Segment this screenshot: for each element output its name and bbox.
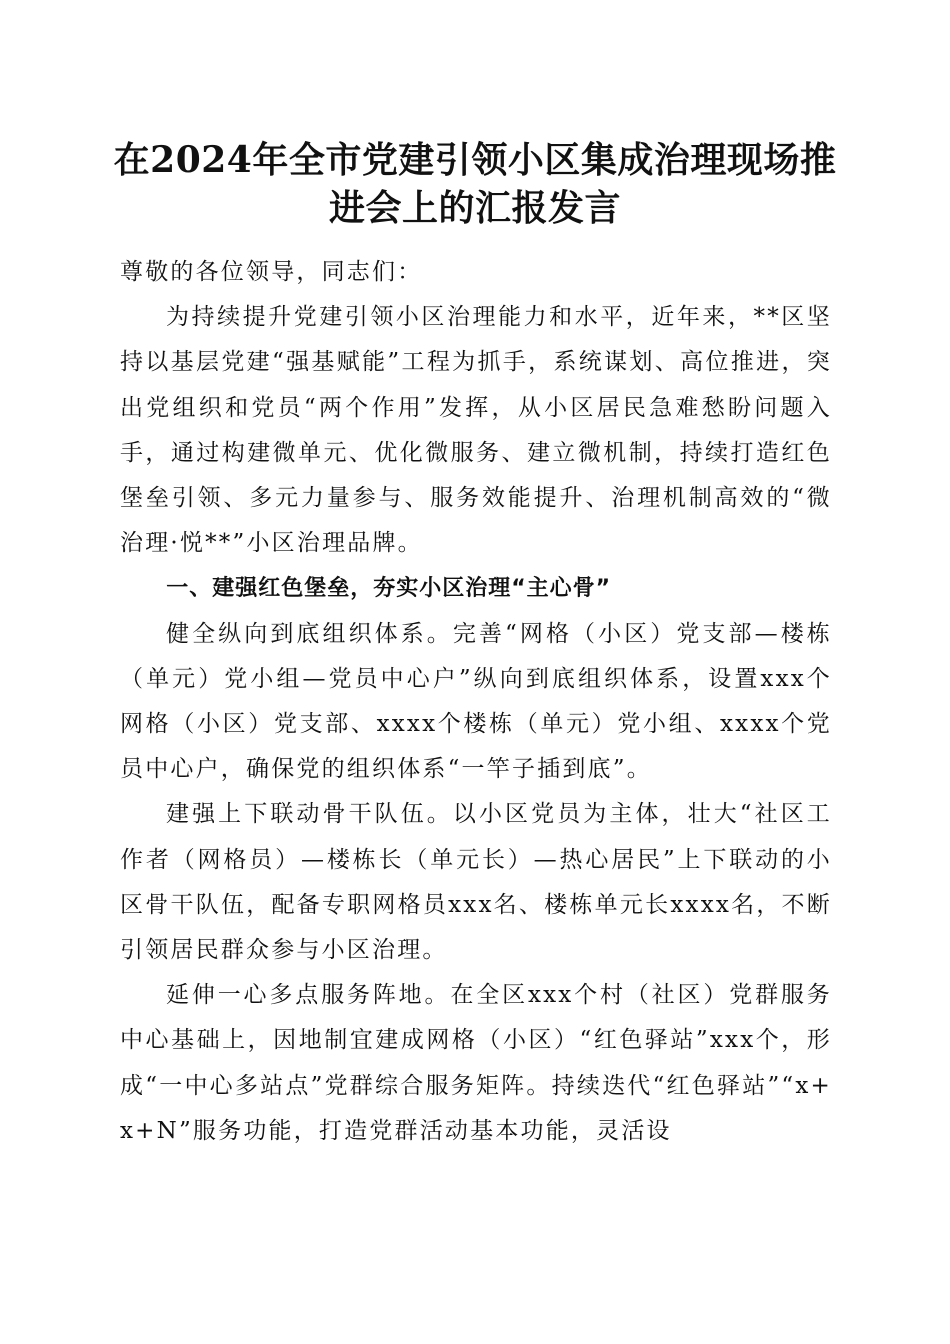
document-title: 在2024年全市党建引领小区集成治理现场推进会上的汇报发言	[113, 139, 837, 229]
paragraph-backbone-team: 建强上下联动骨干队伍。以小区党员为主体，壮大“社区工作者（网格员）—楼栋长（单元长）—热心居民”上下联动的小区骨干队伍，配备专职网格员xxx名、楼栋单元长xxxx名，不断引领居民群众参与小区治理。	[120, 801, 832, 964]
paragraph-service-position: 延伸一心多点服务阵地。在全区xxx个村（社区）党群服务中心基础上，因地制宜建成网格（小区）“红色驿站”xxx个，形成“一中心多站点”党群综合服务矩阵。持续迭代“红色驿站”“x+x+N”服务功能，打造党群活动基本功能，灵活设	[120, 982, 832, 1144]
paragraph-organization-system: 健全纵向到底组织体系。完善“网格（小区）党支部—楼栋（单元）党小组—党员中心户”纵向到底组织体系，设置xxx个网格（小区）党支部、xxxx个楼栋（单元）党小组、xxxx个党员中心户，确保党的组织体系“一竿子插到底”。	[120, 620, 832, 783]
intro-paragraph: 为持续提升党建引领小区治理能力和水平，近年来，**区坚持以基层党建“强基赋能”工程为抓手，系统谋划、高位推进，突出党组织和党员“两个作用”发挥，从小区居民急难愁盼问题入手，通过构建微单元、优化微服务、建立微机制，持续打造红色堡垒引领、多元力量参与、服务效能提升、治理机制高效的“微治理·悦**”小区治理品牌。	[120, 304, 832, 557]
section-heading-1: 一、建强红色堡垒，夯实小区治理“主心骨”	[166, 576, 612, 602]
document-body	[120, 250, 832, 1154]
salutation: 尊敬的各位领导，同志们：	[120, 259, 423, 285]
